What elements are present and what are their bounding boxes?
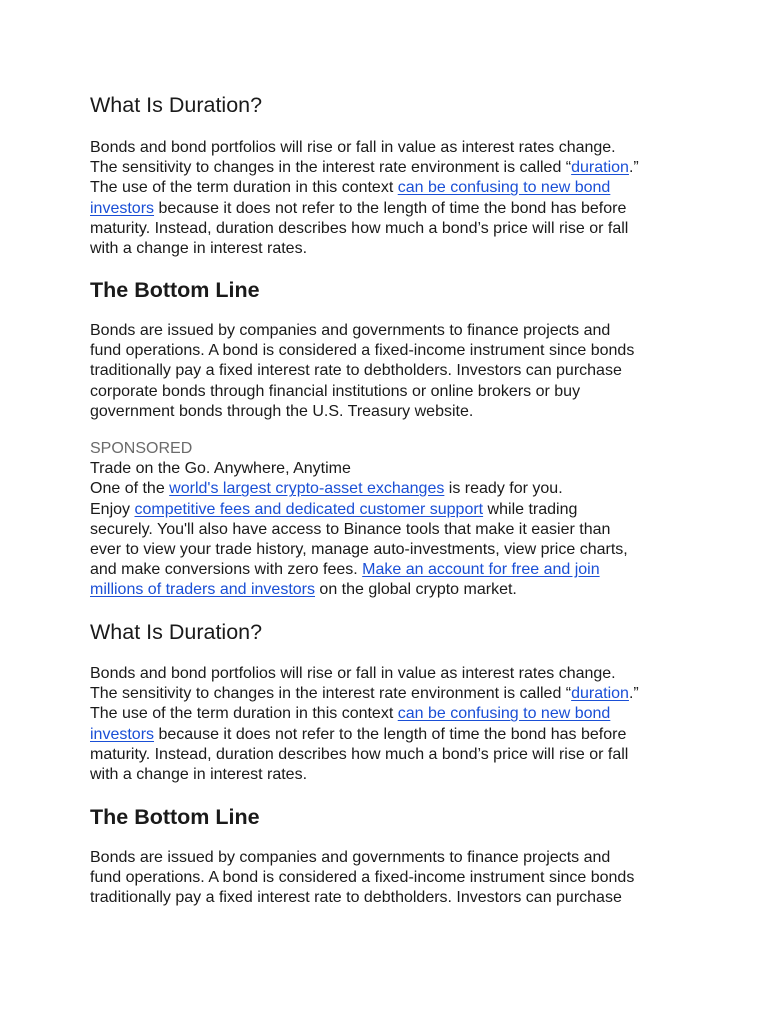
- confusing-link-part2[interactable]: investors: [90, 725, 155, 743]
- text-run: The use of the term duration in this context: [90, 179, 398, 197]
- text-run: One of the: [90, 480, 170, 498]
- paragraph-line: Bonds are issued by companies and governments to finance projects and: [90, 322, 611, 339]
- paragraph-line: [90, 580, 690, 600]
- paragraph-line: corporate bonds through financial institutions or online brokers or buy: [90, 382, 581, 400]
- paragraph-line: [90, 199, 690, 219]
- paragraph-line: with a change in interest rates.: [90, 240, 308, 258]
- duration-link[interactable]: duration: [571, 685, 629, 703]
- fees-support-link[interactable]: competitive fees and dedicated customer support: [134, 500, 484, 518]
- sponsored-title: Trade on the Go. Anywhere, Anytime: [90, 460, 351, 478]
- section-heading-bottom-line: The Bottom Line: [90, 278, 260, 302]
- paragraph-line: [90, 560, 690, 580]
- section-heading-bottom-line: The Bottom Line: [90, 805, 260, 829]
- paragraph-line: Bonds are issued by companies and governments to finance projects and: [90, 849, 611, 866]
- paragraph-line: fund operations. A bond is considered a fixed-income instrument since bonds: [90, 869, 635, 887]
- text-run: because it does not refer to the length of time the bond has before: [154, 199, 627, 217]
- make-account-link-part1[interactable]: Make an account for free and join: [362, 561, 600, 579]
- paragraph-line: traditionally pay a fixed interest rate to debtholders. Investors can purchase: [90, 889, 622, 907]
- paragraph-line: [90, 684, 690, 704]
- paragraph-line: with a change in interest rates.: [90, 766, 308, 784]
- text-run: The sensitivity to changes in the interest rate environment is called “: [90, 159, 572, 177]
- sponsored-block: [90, 439, 690, 601]
- paragraph-line: [90, 178, 690, 198]
- paragraph-line: [90, 479, 690, 499]
- paragraph-line: [90, 158, 690, 178]
- text-run: .”: [628, 159, 639, 177]
- section-heading-duration: What Is Duration?: [90, 93, 263, 117]
- paragraph-line: [90, 725, 690, 745]
- text-run: and make conversions with zero fees.: [90, 561, 363, 579]
- paragraph-line: Bonds and bond portfolios will rise or fall in value as interest rates change.: [90, 665, 616, 682]
- text-run: The sensitivity to changes in the interest rate environment is called “: [90, 685, 572, 703]
- text-run: on the global crypto market.: [314, 581, 517, 599]
- text-run: Enjoy: [90, 500, 135, 518]
- confusing-link-part1[interactable]: can be confusing to new bond: [397, 705, 611, 723]
- text-run: .”: [628, 685, 639, 703]
- paragraph-line: traditionally pay a fixed interest rate to debtholders. Investors can purchase: [90, 362, 622, 380]
- paragraph-line: maturity. Instead, duration describes how much a bond’s price will rise or fall: [90, 219, 629, 237]
- paragraph-line: fund operations. A bond is considered a fixed-income instrument since bonds: [90, 342, 635, 360]
- text-run: because it does not refer to the length of time the bond has before: [154, 725, 627, 743]
- text-run: The use of the term duration in this context: [90, 705, 398, 723]
- sponsored-label: SPONSORED: [90, 440, 193, 457]
- paragraph-line: ever to view your trade history, manage auto-investments, view price charts,: [90, 541, 628, 559]
- paragraph-line: maturity. Instead, duration describes how much a bond’s price will rise or fall: [90, 745, 629, 763]
- bottom-line-paragraph: [90, 321, 690, 422]
- confusing-link-part1[interactable]: can be confusing to new bond: [397, 179, 611, 197]
- section-heading-duration: What Is Duration?: [90, 620, 263, 644]
- paragraph-line: [90, 704, 690, 724]
- duration-paragraph: [90, 664, 690, 785]
- bottom-line-paragraph: [90, 848, 690, 909]
- duration-link[interactable]: duration: [571, 159, 629, 177]
- text-run: is ready for you.: [444, 480, 563, 498]
- paragraph-line: [90, 500, 690, 520]
- paragraph-line: Bonds and bond portfolios will rise or fall in value as interest rates change.: [90, 139, 616, 156]
- make-account-link-part2[interactable]: millions of traders and investors: [90, 581, 315, 599]
- text-run: while trading: [483, 500, 578, 518]
- duration-paragraph: [90, 138, 690, 259]
- crypto-exchanges-link[interactable]: world's largest crypto-asset exchanges: [169, 480, 445, 498]
- confusing-link-part2[interactable]: investors: [90, 199, 155, 217]
- paragraph-line: securely. You'll also have access to Binance tools that make it easier than: [90, 520, 611, 538]
- paragraph-line: government bonds through the U.S. Treasury website.: [90, 402, 474, 420]
